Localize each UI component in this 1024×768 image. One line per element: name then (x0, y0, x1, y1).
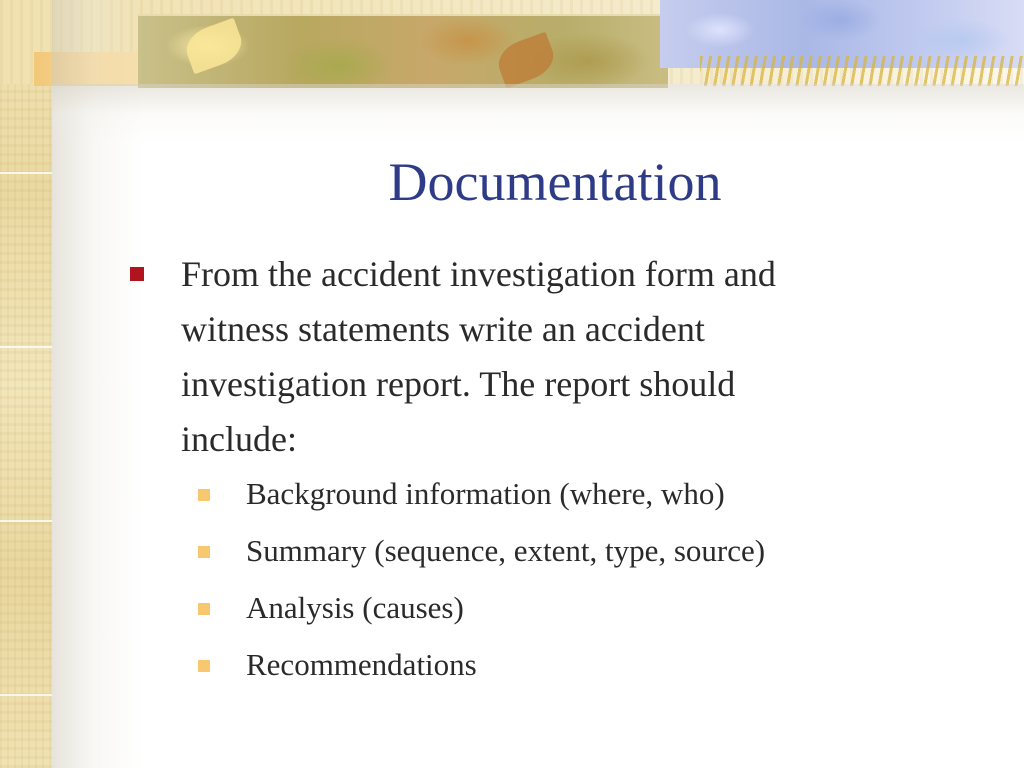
leaf-icon (493, 32, 559, 89)
sub-bullet-label: Recommendations (246, 647, 477, 682)
square-bullet-icon (198, 546, 210, 558)
square-bullet-icon (198, 603, 210, 615)
left-parchment-border (0, 0, 52, 768)
sub-bullet-item (198, 470, 958, 518)
square-bullet-icon (130, 267, 144, 281)
sub-bullet-item (198, 584, 958, 632)
square-bullet-icon (198, 660, 210, 672)
strip-seam (0, 172, 52, 174)
main-bullet-line: investigation report. The report should (181, 364, 736, 404)
strip-seam (0, 346, 52, 348)
leaf-icon (181, 18, 247, 75)
banner-wheat-image (700, 56, 1024, 86)
sub-bullet-item (198, 641, 958, 689)
main-bullet-line: include: (181, 419, 297, 459)
main-bullet-text (181, 247, 961, 467)
sub-bullet-label: Summary (sequence, extent, type, source) (246, 533, 766, 568)
sub-bullet-label: Background information (where, who) (246, 476, 725, 511)
strip-seam (0, 694, 52, 696)
sub-bullet-label: Analysis (causes) (246, 590, 464, 625)
main-bullet-line: From the accident investigation form and (181, 254, 776, 294)
square-bullet-icon (198, 489, 210, 501)
sub-bullet-item (198, 527, 958, 575)
strip-seam (0, 520, 52, 522)
top-shadow (52, 84, 1024, 144)
main-bullet-line: witness statements write an accident (181, 309, 705, 349)
banner-leaves-image (138, 14, 668, 88)
slide-title: Documentation (388, 152, 722, 212)
